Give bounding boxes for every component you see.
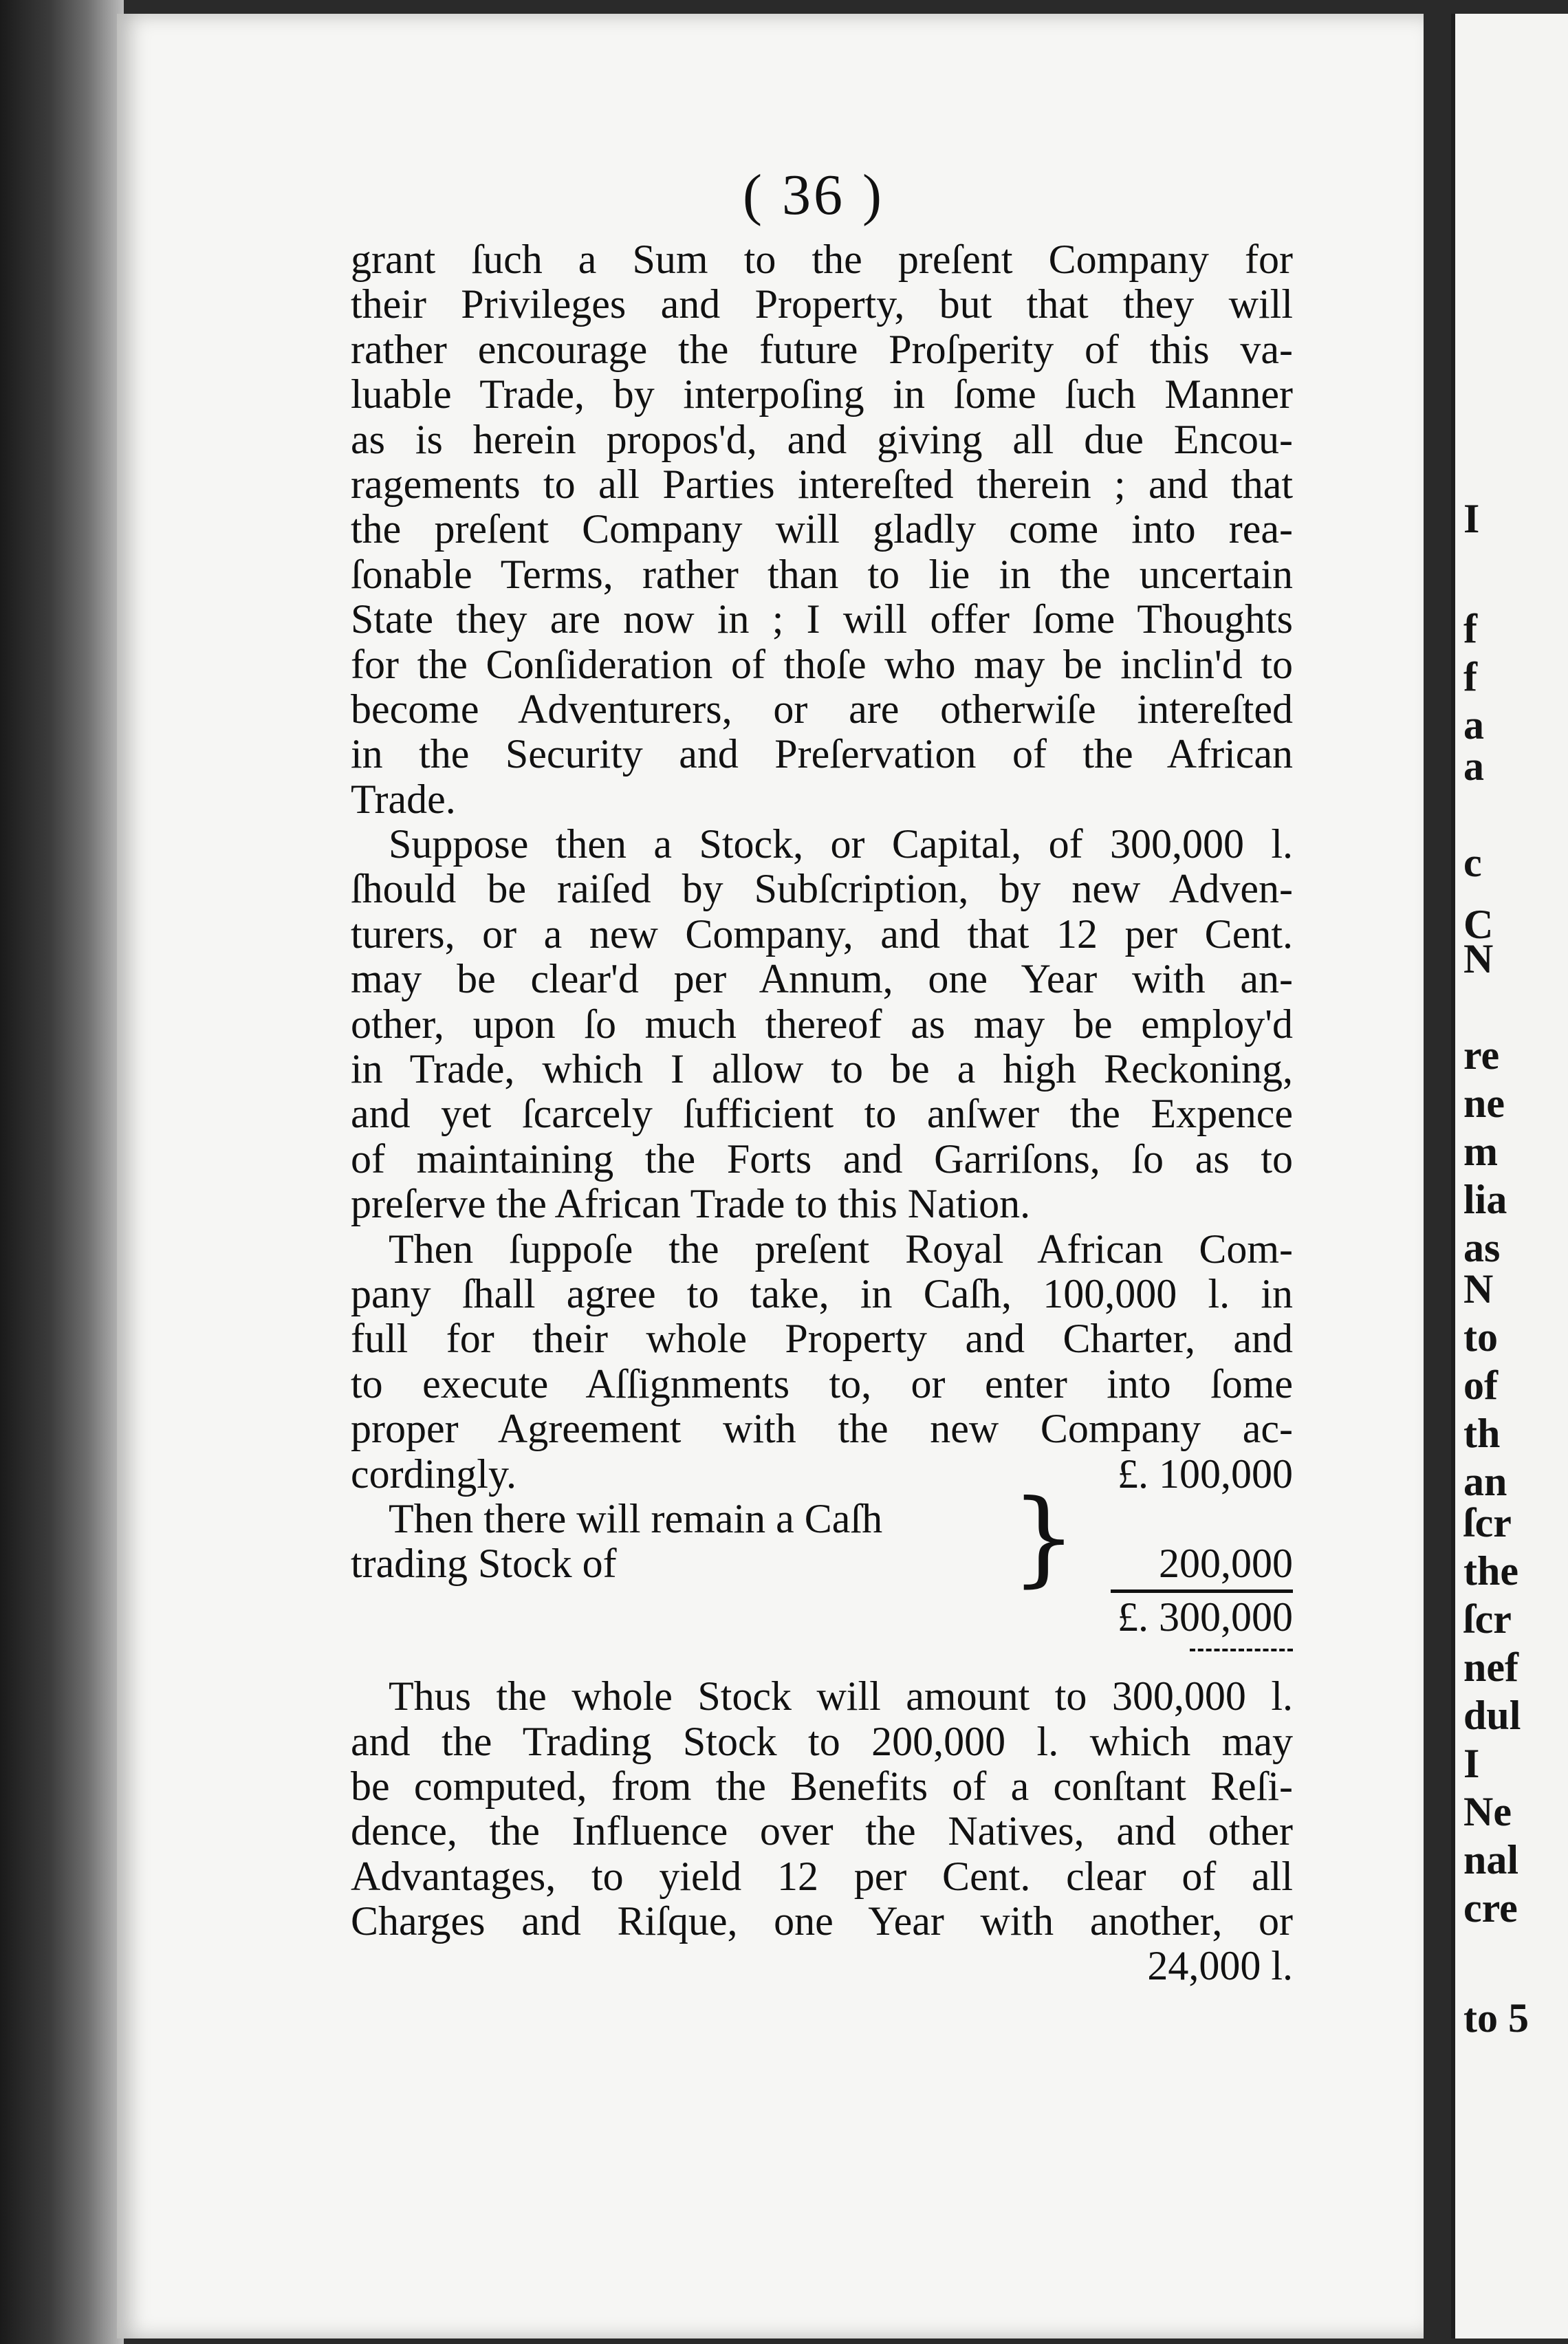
text-line: Advantages, to yield 12 per Cent. clear of all: [351, 1853, 1293, 1899]
text-line: for the Conſideration of thoſe who may be inclin'd to: [351, 641, 1293, 687]
text-line: pany ſhall agree to take, in Caſh, 100,000 l. in: [351, 1270, 1293, 1316]
book-binding-shadow: [0, 0, 124, 2344]
facing-page-fragment: I: [1463, 496, 1480, 541]
facing-page-fragment: c: [1463, 840, 1482, 885]
facing-page-fragment: a: [1463, 744, 1484, 789]
text-line: in Trade, which I allow to be a high Reckoning,: [351, 1046, 1293, 1092]
ledger-label: Then there will remain a Caſh: [389, 1495, 883, 1541]
text-line: the preſent Company will gladly come into rea-: [351, 506, 1293, 552]
facing-page-fragment: f: [1463, 654, 1477, 699]
facing-page-fragment: of: [1463, 1363, 1498, 1408]
page-number: ( 36 ): [743, 163, 884, 227]
text-line: dence, the Influence over the Natives, and other: [351, 1808, 1293, 1854]
text-line: ſhould be raiſed by Subſcription, by new Adven-: [351, 866, 1293, 912]
text-line: and the Trading Stock to 200,000 l. which may: [351, 1718, 1293, 1764]
text-line: and yet ſcarcely ſufficient to anſwer the Expence: [351, 1091, 1293, 1137]
facing-page-edge: [1451, 14, 1568, 2338]
facing-page-fragment: N: [1463, 1266, 1494, 1312]
ledger-amount: 200,000: [1159, 1541, 1293, 1587]
text-line: Charges and Riſque, one Year with another, or: [351, 1898, 1293, 1944]
facing-page-fragment: th: [1463, 1411, 1501, 1456]
facing-page-fragment: ne: [1463, 1081, 1505, 1126]
sum-rule: [1111, 1589, 1293, 1593]
text-line: in the Security and Preſervation of the African: [351, 731, 1293, 777]
facing-page-fragment: N: [1463, 936, 1494, 981]
facing-page-fragment: to 5: [1463, 1995, 1529, 2041]
ledger-row-cash-a: [351, 1497, 1293, 1541]
text-line: grant ſuch a Sum to the preſent Company for: [351, 237, 1293, 282]
facing-page-fragment: a: [1463, 702, 1484, 748]
text-line: may be clear'd per Annum, one Year with an-: [351, 956, 1293, 1002]
text-line: of maintaining the Forts and Garriſons, ſo as to: [351, 1136, 1293, 1182]
facing-page-fragment: C: [1463, 902, 1494, 947]
paragraph-2: [351, 822, 1293, 1227]
text-line: State they are now in ; I will offer ſome Thoughts: [351, 596, 1293, 642]
facing-page-fragment: as: [1463, 1225, 1501, 1270]
facing-page-fragment: re: [1463, 1032, 1500, 1078]
text-line: Thus the whole Stock will amount to 300,000 l.: [389, 1673, 1293, 1719]
text-line: to execute Aſſignments to, or enter into ſome: [351, 1360, 1293, 1407]
text-line: Trade.: [351, 776, 456, 822]
text-line: other, upon ſo much thereof as may be employ'd: [351, 1001, 1293, 1047]
paragraph-1: [351, 237, 1293, 822]
facing-page-fragment: an: [1463, 1459, 1507, 1504]
ledger-label: cordingly.: [351, 1451, 517, 1497]
ledger-amount: £. 100,000: [1118, 1451, 1293, 1497]
text-line: be computed, from the Benefits of a conſtant Reſi-: [351, 1763, 1293, 1809]
text-line: preſerve the African Trade to this Nation.: [351, 1181, 1031, 1227]
catchword: [351, 1944, 1293, 1988]
paragraph-4: [351, 1674, 1293, 1944]
ledger-row-company: [351, 1452, 1293, 1497]
text-line: as is herein propos'd, and giving all due Encou-: [351, 416, 1293, 462]
ledger-label: trading Stock of: [351, 1541, 617, 1587]
facing-page-fragment: cre: [1463, 1885, 1518, 1931]
text-line: rather encourage the future Proſperity of this va-: [351, 326, 1293, 372]
facing-page-fragment: nal: [1463, 1837, 1519, 1882]
text-line: turers, or a new Company, and that 12 per Cent.: [351, 911, 1293, 957]
text-line: their Privileges and Property, but that they will: [351, 281, 1293, 327]
ledger-row-cash-b: [351, 1541, 1293, 1586]
facing-page-fragment: I: [1463, 1741, 1480, 1786]
text-line: proper Agreement with the new Company ac-: [351, 1406, 1293, 1452]
body-text: [351, 237, 1293, 1989]
text-line: become Adventurers, or are otherwiſe intereſted: [351, 686, 1293, 732]
facing-page-fragment: the: [1463, 1548, 1518, 1594]
facing-page-fragment: dul: [1463, 1693, 1521, 1738]
text-line: ragements to all Parties intereſted therein ; and that: [351, 461, 1293, 507]
facing-page-fragment: to: [1463, 1314, 1498, 1360]
ledger-row-total: [351, 1595, 1293, 1640]
curly-brace: }: [1011, 1477, 1077, 1598]
ledger: [351, 1452, 1293, 1675]
paragraph-3: [351, 1227, 1293, 1452]
facing-page-fragment: ſcr: [1463, 1500, 1512, 1545]
facing-page-fragment: ſcr: [1463, 1596, 1512, 1642]
text-line: Suppose then a Stock, or Capital, of 300,000 l.: [389, 821, 1293, 867]
facing-page-fragment: nef: [1463, 1645, 1518, 1690]
ledger-total: £. 300,000: [1118, 1594, 1293, 1640]
text-line: luable Trade, by interpoſing in ſome ſuch Manner: [351, 371, 1293, 417]
facing-page-fragment: lia: [1463, 1177, 1507, 1222]
facing-page-fragment: Ne: [1463, 1789, 1512, 1834]
catchword-text: 24,000 l.: [1147, 1943, 1293, 1989]
facing-page-fragment: f: [1463, 606, 1477, 651]
dash-rule: [1190, 1649, 1293, 1651]
text-line: Then ſuppoſe the preſent Royal African Com-: [389, 1226, 1293, 1272]
text-line: full for their whole Property and Charter, and: [351, 1316, 1293, 1362]
text-line: ſonable Terms, rather than to lie in the uncertain: [351, 551, 1293, 597]
facing-page-fragment: m: [1463, 1129, 1498, 1174]
